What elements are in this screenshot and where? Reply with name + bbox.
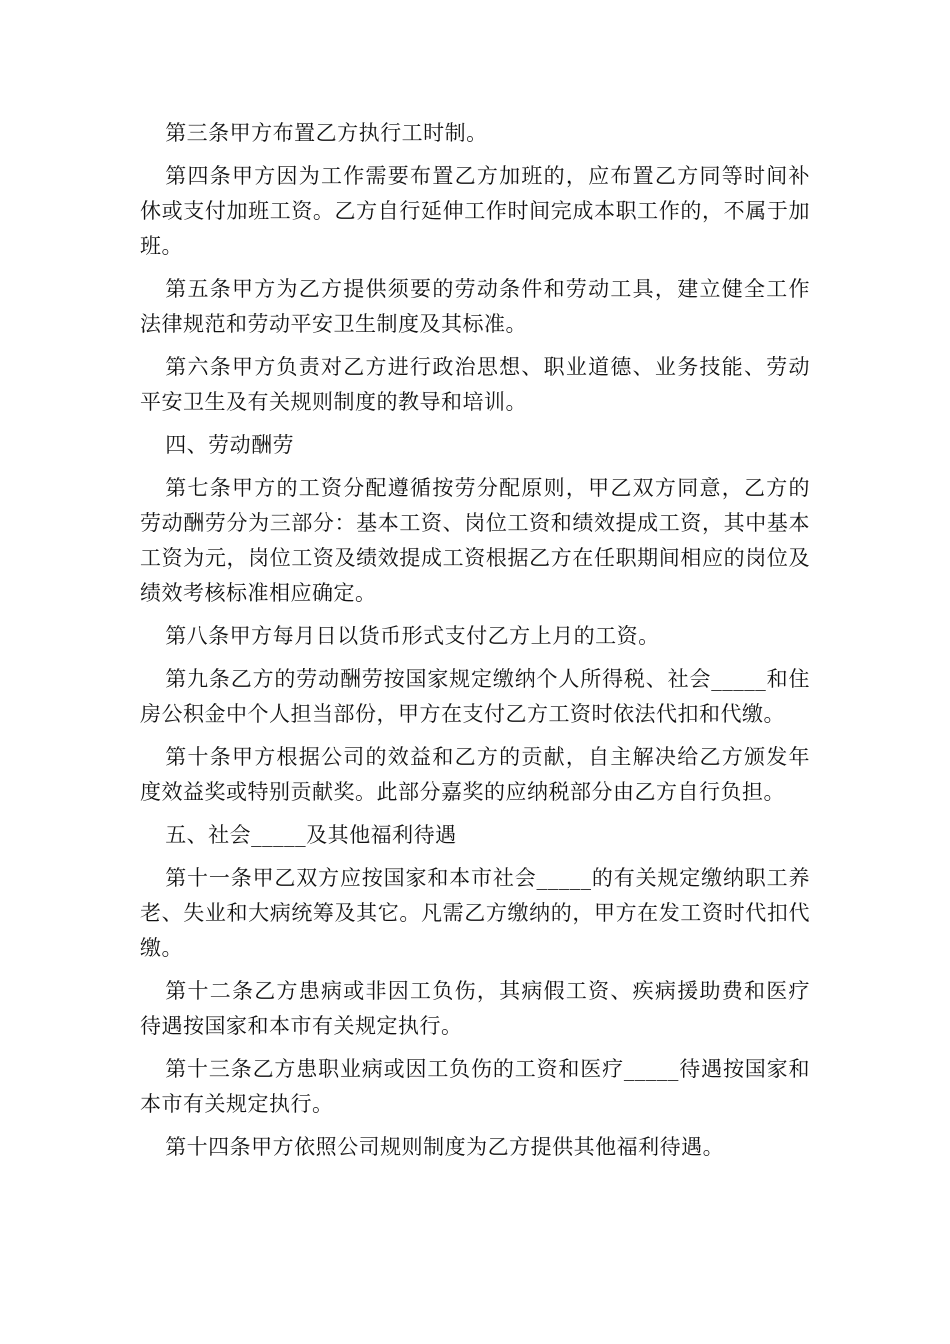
article-4-paragraph: 第四条甲方因为工作需要布置乙方加班的，应布置乙方同等时间补休或支付加班工资。乙方自行延伸工作时间完成本职工作的，不属于加班。 — [140, 164, 810, 258]
article-9-paragraph: 第九条乙方的劳动酬劳按国家规定缴纳个人所得税、社会_____和住房公积金中个人担当部份，甲方在支付乙方工资时依法代扣和代缴。 — [140, 667, 810, 726]
document-body — [140, 116, 810, 1173]
article-8-paragraph: 第八条甲方每月日以货币形式支付乙方上月的工资。 — [165, 624, 660, 648]
article-13-paragraph: 第十三条乙方患职业病或因工负伤的工资和医疗_____待遇按国家和本市有关规定执行。 — [140, 1057, 810, 1116]
article-3-paragraph: 第三条甲方布置乙方执行工时制。 — [165, 121, 488, 145]
article-14-paragraph: 第十四条甲方依照公司规则制度为乙方提供其他福利待遇。 — [165, 1135, 725, 1159]
article-10-paragraph: 第十条甲方根据公司的效益和乙方的贡献，自主解决给乙方颁发年度效益奖或特别贡献奖。此部分嘉奖的应纳税部分由乙方自行负担。 — [140, 745, 810, 804]
article-5-paragraph: 第五条甲方为乙方提供须要的劳动条件和劳动工具，建立健全工作法律规范和劳动平安卫生制度及其标准。 — [140, 277, 810, 336]
section-heading-labor-remuneration: 四、劳动酬劳 — [165, 433, 295, 457]
article-11-paragraph: 第十一条甲乙双方应按国家和本市社会_____的有关规定缴纳职工养老、失业和大病统筹及其它。凡需乙方缴纳的，甲方在发工资时代扣代缴。 — [140, 866, 810, 960]
article-7-paragraph: 第七条甲方的工资分配遵循按劳分配原则，甲乙双方同意，乙方的劳动酬劳分为三部分：基本工资、岗位工资和绩效提成工资，其中基本工资为元，岗位工资及绩效提成工资根据乙方在任职期间相应的岗位及绩效考核标准相应确定。 — [140, 476, 810, 605]
article-12-paragraph: 第十二条乙方患病或非因工负伤，其病假工资、疾病援助费和医疗待遇按国家和本市有关规定执行。 — [140, 979, 810, 1038]
section-heading-social-welfare: 五、社会_____及其他福利待遇 — [165, 823, 457, 847]
article-6-paragraph: 第六条甲方负责对乙方进行政治思想、职业道德、业务技能、劳动平安卫生及有关规则制度的教导和培训。 — [140, 355, 810, 414]
